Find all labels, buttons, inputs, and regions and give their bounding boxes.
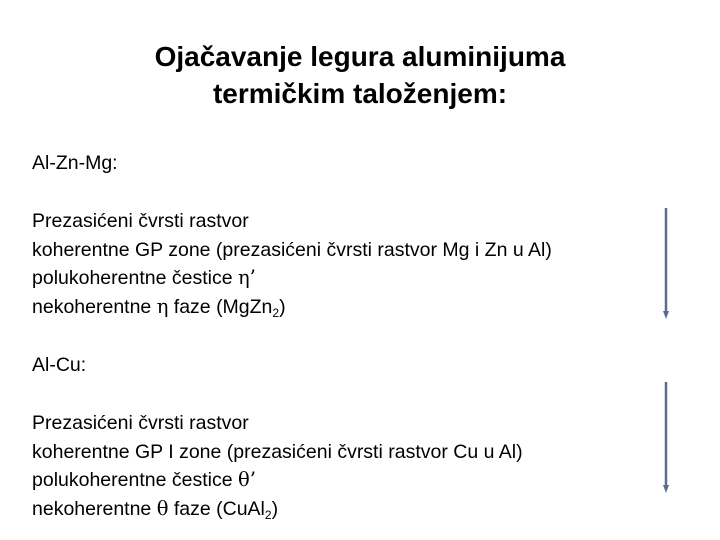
al-cu-line-4-end: )	[271, 497, 279, 520]
al-cu-line-1: Prezasićeni čvrsti rastvor	[32, 412, 249, 434]
al-cu-sequence	[32, 409, 523, 523]
al-cu-heading: Al-Cu:	[32, 354, 87, 376]
al-zn-mg-heading: Al-Zn-Mg:	[32, 152, 118, 174]
al-zn-mg-heading-block	[32, 149, 118, 178]
down-arrow-icon	[661, 208, 671, 320]
al-zn-mg-line-4	[32, 293, 552, 322]
al-zn-mg-line-3-text: polukoherentne čestice	[32, 267, 238, 289]
al-cu-line-4-text: nekoherentne	[32, 497, 157, 520]
theta-symbol: θ	[156, 496, 169, 520]
al-cu-heading-block	[32, 351, 86, 380]
al-zn-mg-line-4-rest: faze (MgZn	[168, 295, 273, 318]
al-zn-mg-line-4-text: nekoherentne	[32, 295, 157, 318]
slide-title	[0, 38, 720, 112]
title-line-1: Ojačavanje legura aluminijuma	[154, 41, 566, 72]
al-cu-line-4	[32, 495, 523, 524]
eta-prime-symbol: η’	[237, 266, 256, 289]
al-zn-mg-line-3	[32, 264, 552, 293]
al-zn-mg-line-4-end: )	[279, 295, 286, 318]
al-zn-mg-line-1: Prezasićeni čvrsti rastvor	[32, 210, 249, 232]
title-line-2: termičkim taloženjem:	[212, 78, 508, 109]
eta-symbol: η	[156, 294, 169, 318]
theta-prime-symbol: θ’	[237, 468, 256, 491]
al-cu-line-4-rest: faze (CuAl	[168, 497, 265, 520]
al-cu-subscript: 2	[264, 507, 272, 522]
al-zn-mg-sequence	[32, 207, 552, 321]
al-cu-line-2: koherentne GP I zone (prezasićeni čvrsti rastvor Cu u Al)	[32, 440, 523, 463]
al-cu-line-3	[32, 466, 523, 495]
down-arrow-icon	[661, 382, 671, 494]
al-zn-mg-subscript: 2	[272, 305, 280, 320]
al-zn-mg-line-2: koherentne GP zone (prezasićeni čvrsti rastvor Mg i Zn u Al)	[32, 238, 552, 261]
al-cu-line-3-text: polukoherentne čestice	[32, 469, 238, 491]
